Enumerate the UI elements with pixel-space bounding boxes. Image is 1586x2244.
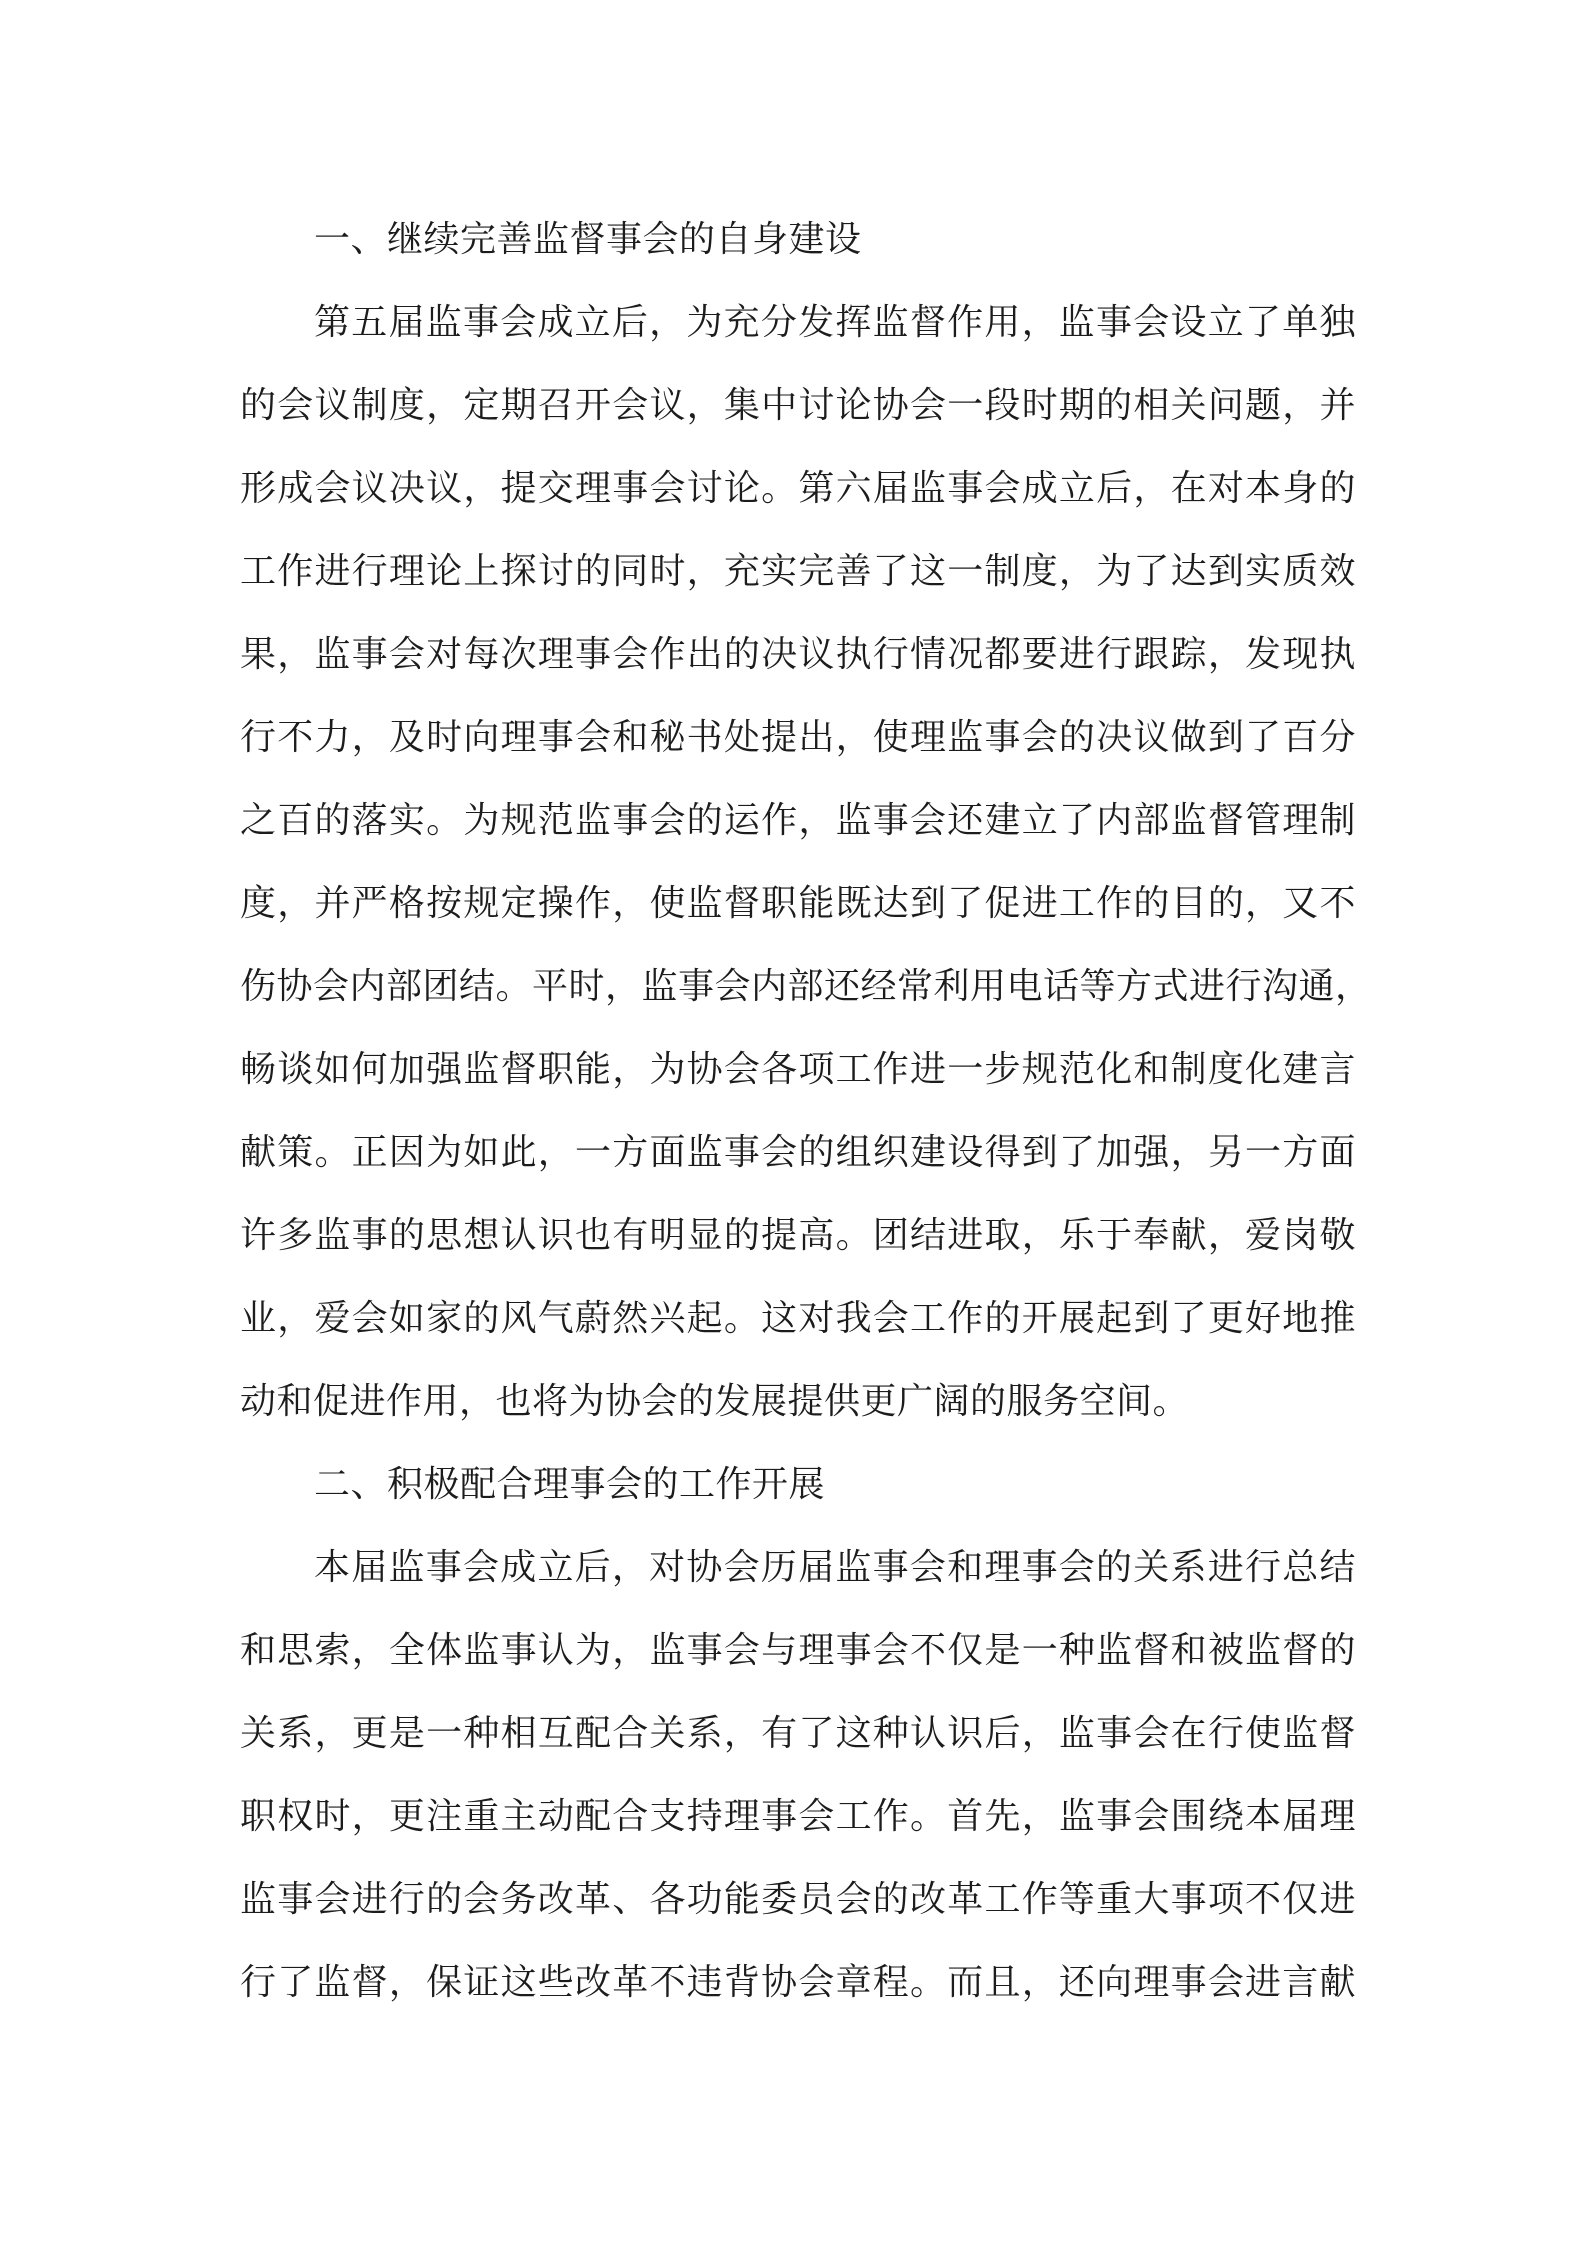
paragraph-line: 工作进行理论上探讨的同时，充实完善了这一制度，为了达到实质效 bbox=[240, 551, 1356, 592]
paragraph-line: 动和促进作用，也将为协会的发展提供更广阔的服务空间。 bbox=[240, 1381, 1190, 1422]
paragraph-line: 度，并严格按规定操作，使监督职能既达到了促进工作的目的，又不 bbox=[240, 883, 1356, 924]
paragraph-line: 果，监事会对每次理事会作出的决议执行情况都要进行跟踪，发现执 bbox=[240, 634, 1356, 675]
paragraph-line: 本届监事会成立后，对协会历届监事会和理事会的关系进行总结 bbox=[314, 1547, 1356, 1588]
section-1-heading: 一、继续完善监督事会的自身建设 bbox=[314, 219, 862, 260]
paragraph-line: 和思索，全体监事认为，监事会与理事会不仅是一种监督和被监督的 bbox=[240, 1630, 1356, 1671]
document-body bbox=[240, 198, 1372, 2024]
paragraph-line: 关系，更是一种相互配合关系，有了这种认识后，监事会在行使监督 bbox=[240, 1713, 1356, 1754]
paragraph-line: 伤协会内部团结。平时，监事会内部还经常利用电话等方式进行沟通， bbox=[240, 966, 1372, 1007]
paragraph-line: 之百的落实。为规范监事会的运作，监事会还建立了内部监督管理制 bbox=[240, 800, 1356, 841]
paragraph-line: 的会议制度，定期召开会议，集中讨论协会一段时期的相关问题，并 bbox=[240, 385, 1356, 426]
paragraph-line: 职权时，更注重主动配合支持理事会工作。首先，监事会围绕本届理 bbox=[240, 1796, 1356, 1837]
paragraph-line: 畅谈如何加强监督职能，为协会各项工作进一步规范化和制度化建言 bbox=[240, 1049, 1356, 1090]
paragraph-line: 行了监督，保证这些改革不违背协会章程。而且，还向理事会进言献 bbox=[240, 1962, 1356, 2003]
paragraph-line: 监事会进行的会务改革、各功能委员会的改革工作等重大事项不仅进 bbox=[240, 1879, 1356, 1920]
paragraph-line: 第五届监事会成立后，为充分发挥监督作用，监事会设立了单独 bbox=[314, 302, 1356, 343]
section-2-paragraph bbox=[240, 1526, 1356, 2024]
paragraph-line: 业，爱会如家的风气蔚然兴起。这对我会工作的开展起到了更好地推 bbox=[240, 1298, 1356, 1339]
paragraph-line: 献策。正因为如此，一方面监事会的组织建设得到了加强，另一方面 bbox=[240, 1132, 1356, 1173]
paragraph-line: 行不力，及时向理事会和秘书处提出，使理监事会的决议做到了百分 bbox=[240, 717, 1356, 758]
paragraph-line: 许多监事的思想认识也有明显的提高。团结进取，乐于奉献，爱岗敬 bbox=[240, 1215, 1356, 1256]
section-2-heading: 二、积极配合理事会的工作开展 bbox=[314, 1464, 826, 1505]
paragraph-line: 形成会议决议，提交理事会讨论。第六届监事会成立后，在对本身的 bbox=[240, 468, 1356, 509]
section-1-paragraph bbox=[240, 281, 1372, 1443]
